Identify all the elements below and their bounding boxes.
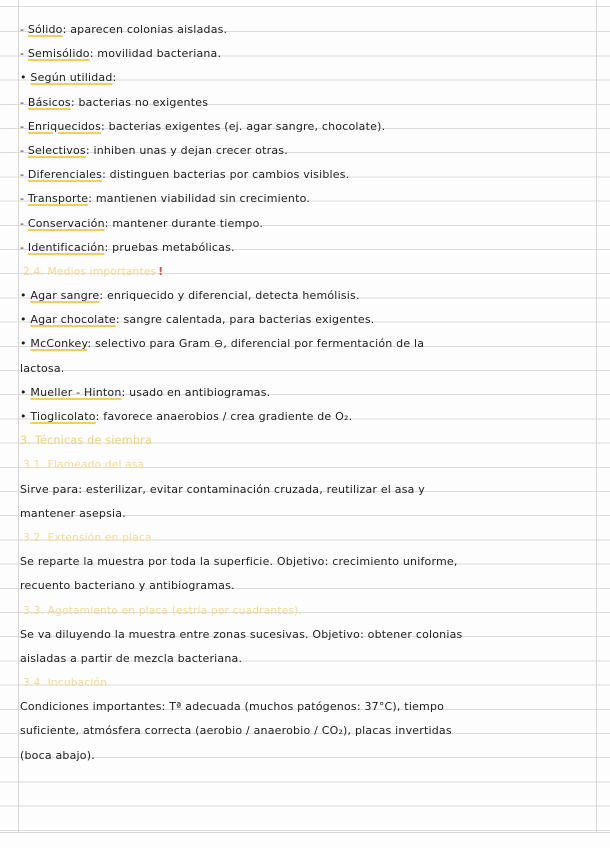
note-line: mantener asepsia. — [20, 506, 126, 520]
key-term: Tioglicolato — [30, 410, 96, 423]
note-line: suficiente, atmósfera correcta (aerobio / anaerobio / CO₂), placas invertidas — [20, 724, 452, 738]
note-line: Se va diluyendo la muestra entre zonas sucesivas. Objetivo: obtener colonias — [20, 627, 463, 641]
note-line: recuento bacteriano y antibiogramas. — [20, 579, 235, 593]
note-line: (boca abajo). — [20, 748, 95, 762]
bottom-margin-line — [0, 832, 610, 833]
subsection-heading: 3.4. Incubación — [23, 677, 108, 690]
note-line: - Sólido: aparecen colonias aisladas. — [20, 23, 228, 36]
note-line: - Identificación: pruebas metabólicas. — [20, 240, 235, 254]
key-term: Diferenciales — [27, 168, 103, 182]
section-heading: 3. Técnicas de siembra — [20, 434, 152, 448]
subsection-heading: 3.2. Extensión en placa — [23, 531, 152, 544]
key-term: Mueller - Hinton — [30, 385, 122, 399]
note-line: • Agar sangre: enriquecido y diferencial, detecta hemólisis. — [20, 289, 360, 303]
note-line: • Agar chocolate: sangre calentada, para bacterias exigentes. — [20, 313, 375, 327]
note-line: • Según utilidad: — [20, 71, 117, 85]
note-line: • Mueller - Hinton: usado en antibiogramas. — [20, 385, 271, 399]
note-line: - Diferenciales: distinguen bacterias por cambios visibles. — [20, 168, 350, 182]
key-term: McConkey — [30, 337, 88, 351]
key-term: Sólido — [27, 23, 63, 36]
note-line: • Tioglicolato: favorece anaerobios / crea gradiente de O₂. — [20, 410, 353, 423]
key-term: Transporte — [27, 192, 89, 206]
exclamation-icon: ! — [158, 265, 164, 278]
subsection-heading: 3.3. Agotamiento en placa (estría por cuadrantes). — [23, 604, 303, 617]
subsection-heading: 2.4. Medios importantes ! — [23, 265, 164, 278]
subsection-heading: 3.1. Flameado del asa — [23, 459, 145, 472]
note-line: - Transporte: mantienen viabilidad sin crecimiento. — [20, 192, 311, 206]
key-term: Selectivos — [27, 143, 86, 157]
key-term: Según utilidad — [30, 71, 113, 85]
note-line: - Conservación: mantener durante tiempo. — [20, 216, 264, 230]
key-term: Conservación — [27, 216, 105, 230]
note-line: - Semisólido: movilidad bacteriana. — [20, 47, 222, 61]
note-line: Sirve para: esterilizar, evitar contaminación cruzada, reutilizar el asa y — [20, 482, 425, 496]
key-term: Identificación — [27, 240, 105, 254]
note-line: aisladas a partir de mezcla bacteriana. — [20, 651, 243, 665]
handwritten-notes — [20, 23, 592, 780]
left-margin-line — [18, 0, 19, 832]
note-line: lactosa. — [20, 361, 65, 375]
key-term: Semisólido — [27, 47, 90, 61]
note-line: • McConkey: selectivo para Gram ⊖, diferencial por fermentación de la — [20, 337, 425, 351]
key-term: Agar chocolate — [30, 313, 116, 327]
key-term: Básicos — [27, 95, 71, 109]
key-term: Enriquecidos — [27, 119, 102, 133]
key-term: Agar sangre — [30, 289, 100, 303]
right-margin-line — [596, 0, 597, 832]
note-line: - Enriquecidos: bacterias exigentes (ej. agar sangre, chocolate). — [20, 119, 386, 133]
note-line: - Básicos: bacterias no exigentes — [20, 95, 209, 109]
note-line: Se reparte la muestra por toda la superficie. Objetivo: crecimiento uniforme, — [20, 555, 458, 569]
note-line: Condiciones importantes: Tª adecuada (muchos patógenos: 37°C), tiempo — [20, 700, 445, 714]
note-line: - Selectivos: inhiben unas y dejan crecer otras. — [20, 143, 288, 157]
